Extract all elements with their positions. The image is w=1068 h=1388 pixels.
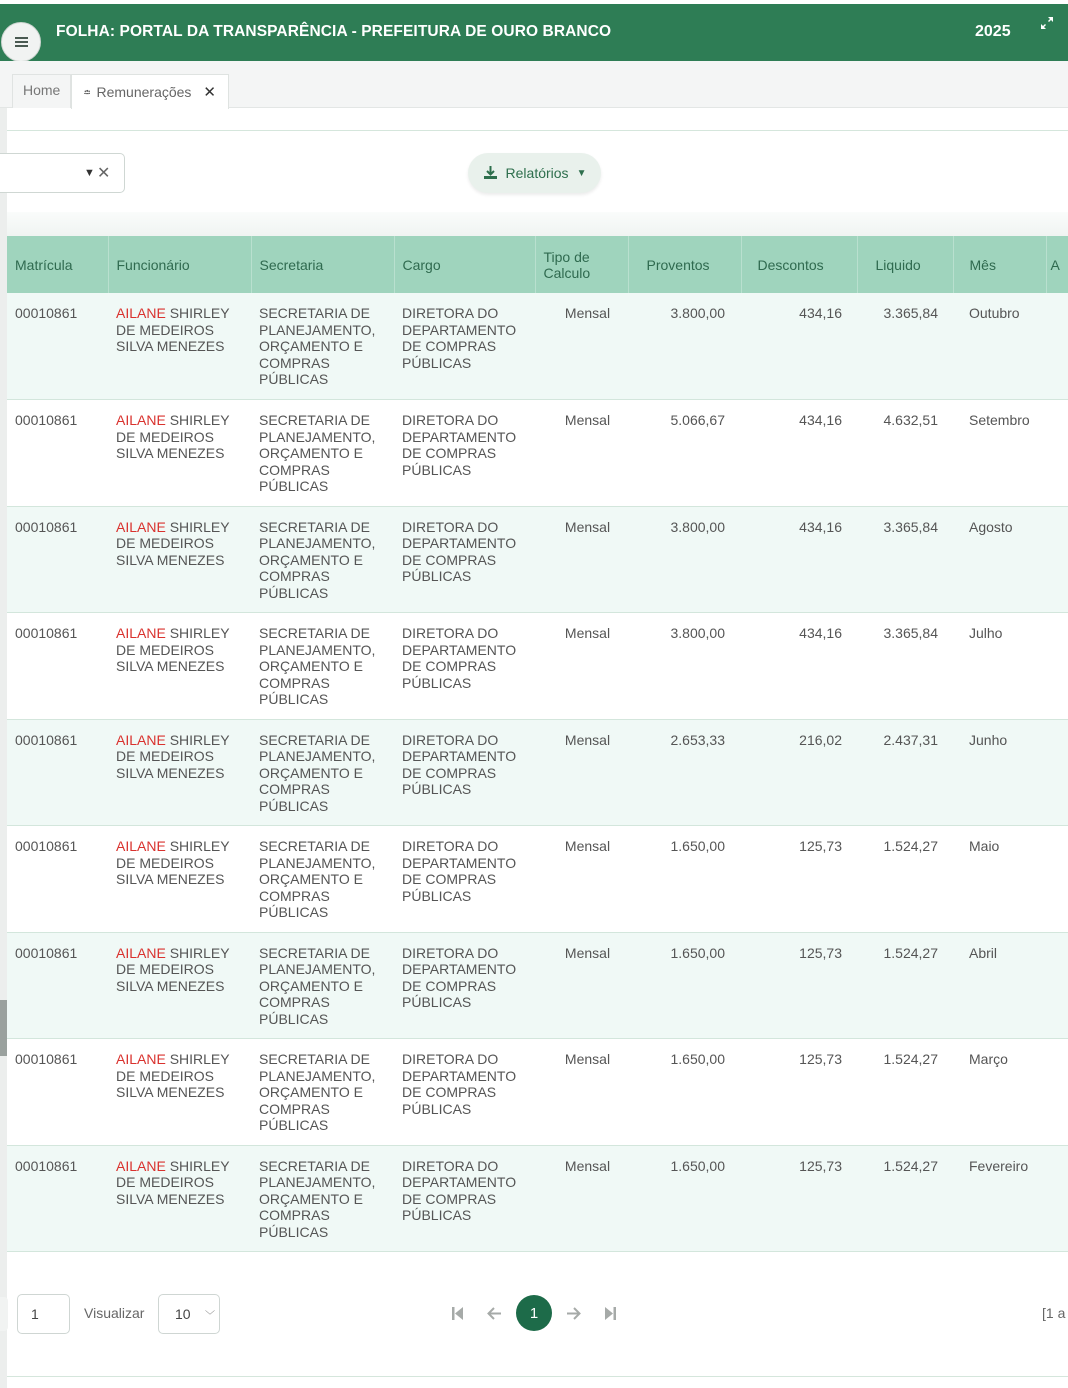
tab-remuneracoes-label: Remunerações <box>96 84 192 100</box>
col-funcionario[interactable]: Funcionário <box>108 236 251 293</box>
chevron-down-icon: ﹀ <box>205 1311 215 1322</box>
cell-text-proventos: 1.650,00 <box>670 944 725 961</box>
cell-tipo <box>535 613 628 720</box>
cell-text-liquido: 1.524,27 <box>883 838 938 854</box>
col-proventos[interactable]: Proventos <box>628 236 741 293</box>
cell-mes <box>953 400 1046 507</box>
next-page-icon[interactable] <box>566 1307 581 1320</box>
cell-tipo <box>535 932 628 1039</box>
search-highlight: AILANE <box>116 412 166 428</box>
cell-funcionario <box>108 826 251 933</box>
cell-mes <box>953 1039 1046 1146</box>
cell-mes <box>953 826 1046 933</box>
table-row[interactable] <box>7 719 1068 826</box>
cell-text-secretaria: SECRETARIA DE PLANEJAMENTO, ORÇAMENTO E COMPRAS PÚBLICAS <box>259 1051 376 1134</box>
cell-secretaria <box>251 293 394 400</box>
cell-liquido <box>857 719 953 826</box>
table-row[interactable] <box>7 932 1068 1039</box>
cell-text-mes: Fevereiro <box>969 1157 1029 1174</box>
cell-text-liquido: 1.524,27 <box>883 1157 938 1174</box>
cell-matricula <box>7 719 108 826</box>
cell-tipo <box>535 1145 628 1252</box>
cell-text-descontos: 216,02 <box>799 731 842 748</box>
cell-text-matricula: 00010861 <box>15 1157 78 1174</box>
cell-text-tipo: Mensal <box>564 305 611 321</box>
cell-text-tipo: Mensal <box>564 625 611 641</box>
cell-text-proventos: 1.650,00 <box>670 1157 725 1174</box>
cell-text-cargo: DIRETORA DO DEPARTAMENTO DE COMPRAS PÚBLICAS <box>402 305 517 371</box>
cell-secretaria <box>251 1145 394 1252</box>
cell-secretaria <box>251 719 394 826</box>
divider <box>7 130 1068 131</box>
cell-text-proventos: 1.650,00 <box>670 1051 725 1067</box>
download-icon <box>483 166 498 180</box>
cell-text-mes: Abril <box>969 944 998 961</box>
cell-mes <box>953 1145 1046 1252</box>
cell-text-secretaria: SECRETARIA DE PLANEJAMENTO, ORÇAMENTO E COMPRAS PÚBLICAS <box>259 518 376 601</box>
cell-text-mes: Junho <box>969 731 1008 748</box>
cell-text-tipo: Mensal <box>564 944 611 961</box>
cell-funcionario <box>108 293 251 400</box>
page-size-value: 10 <box>175 1306 191 1322</box>
divider <box>7 1376 1068 1377</box>
cell-secretaria <box>251 826 394 933</box>
cell-mes <box>953 719 1046 826</box>
cell-text-liquido: 3.365,84 <box>883 305 938 321</box>
search-highlight: AILANE <box>116 1157 166 1174</box>
scrollbar-thumb[interactable] <box>0 1000 7 1056</box>
cell-secretaria <box>251 932 394 1039</box>
page-number-input[interactable]: 1 <box>17 1294 70 1334</box>
cell-text-tipo: Mensal <box>564 731 611 748</box>
cell-text-nome_rest: SHIRLEY DE MEDEIROS SILVA MENEZES <box>116 1157 230 1207</box>
cell-funcionario <box>108 932 251 1039</box>
cell-text-nome_rest: SHIRLEY DE MEDEIROS SILVA MENEZES <box>116 518 230 568</box>
cell-tipo <box>535 719 628 826</box>
table-row[interactable] <box>7 293 1068 400</box>
cell-text-secretaria: SECRETARIA DE PLANEJAMENTO, ORÇAMENTO E COMPRAS PÚBLICAS <box>259 838 376 921</box>
cell-matricula <box>7 932 108 1039</box>
cell-descontos <box>741 1145 857 1252</box>
cell-cargo <box>394 932 535 1039</box>
cell-text-proventos: 3.800,00 <box>670 625 725 641</box>
cell-extra <box>1046 400 1068 507</box>
cell-text-liquido: 2.437,31 <box>883 731 938 748</box>
search-highlight: AILANE <box>116 305 166 321</box>
cell-cargo <box>394 506 535 613</box>
cell-cargo <box>394 613 535 720</box>
cell-cargo <box>394 1145 535 1252</box>
cell-liquido <box>857 826 953 933</box>
cell-proventos <box>628 826 741 933</box>
table-row[interactable] <box>7 1039 1068 1146</box>
cell-text-tipo: Mensal <box>564 412 611 428</box>
hamburger-icon <box>15 37 28 47</box>
table-toolbar-band <box>7 212 1068 236</box>
cell-liquido <box>857 293 953 400</box>
close-icon[interactable]: ✕ <box>203 84 216 101</box>
cell-text-descontos: 434,16 <box>799 625 842 641</box>
cell-secretaria <box>251 613 394 720</box>
cell-text-liquido: 4.632,51 <box>883 412 938 428</box>
cell-tipo <box>535 826 628 933</box>
cell-liquido <box>857 506 953 613</box>
cell-text-descontos: 434,16 <box>799 518 842 535</box>
cell-matricula <box>7 1145 108 1252</box>
cell-text-nome_rest: SHIRLEY DE MEDEIROS SILVA MENEZES <box>116 838 230 888</box>
cell-liquido <box>857 1145 953 1252</box>
caret-down-icon: ▼ <box>576 167 587 179</box>
cell-proventos <box>628 1039 741 1146</box>
cell-text-descontos: 125,73 <box>799 1157 842 1174</box>
first-page-icon[interactable] <box>452 1307 464 1320</box>
cell-text-secretaria: SECRETARIA DE PLANEJAMENTO, ORÇAMENTO E COMPRAS PÚBLICAS <box>259 1157 376 1240</box>
cell-text-mes: Março <box>969 1051 1008 1067</box>
cell-descontos <box>741 400 857 507</box>
cell-tipo <box>535 506 628 613</box>
cell-mes <box>953 932 1046 1039</box>
cell-matricula <box>7 293 108 400</box>
cell-descontos <box>741 932 857 1039</box>
top-bar <box>0 4 1068 61</box>
cell-liquido <box>857 400 953 507</box>
cell-cargo <box>394 719 535 826</box>
cell-text-nome_rest: SHIRLEY DE MEDEIROS SILVA MENEZES <box>116 731 230 781</box>
tab-home[interactable]: Home <box>12 74 71 108</box>
cell-mes <box>953 613 1046 720</box>
cell-text-cargo: DIRETORA DO DEPARTAMENTO DE COMPRAS PÚBLICAS <box>402 412 517 478</box>
cell-descontos <box>741 613 857 720</box>
cell-proventos <box>628 506 741 613</box>
col-extra[interactable]: A <box>1046 236 1068 293</box>
cell-text-secretaria: SECRETARIA DE PLANEJAMENTO, ORÇAMENTO E COMPRAS PÚBLICAS <box>259 731 376 814</box>
cell-text-matricula: 00010861 <box>15 518 78 535</box>
cell-text-secretaria: SECRETARIA DE PLANEJAMENTO, ORÇAMENTO E COMPRAS PÚBLICAS <box>259 305 376 388</box>
cell-text-tipo: Mensal <box>564 1157 611 1174</box>
remuneracoes-table <box>7 236 1068 1252</box>
cell-text-matricula: 00010861 <box>15 412 78 428</box>
clear-icon[interactable]: ✕ <box>97 165 111 182</box>
cell-text-proventos: 3.800,00 <box>670 305 725 321</box>
cell-liquido <box>857 1039 953 1146</box>
cell-text-mes: Agosto <box>969 518 1013 535</box>
cell-text-liquido: 3.365,84 <box>883 625 938 641</box>
cell-matricula <box>7 613 108 720</box>
cell-descontos <box>741 506 857 613</box>
cell-text-nome_rest: SHIRLEY DE MEDEIROS SILVA MENEZES <box>116 412 230 462</box>
cell-proventos <box>628 719 741 826</box>
table-row[interactable] <box>7 826 1068 933</box>
cell-matricula <box>7 506 108 613</box>
view-label: Visualizar <box>84 1305 145 1321</box>
cell-text-proventos: 5.066,67 <box>670 412 725 428</box>
cell-text-matricula: 00010861 <box>15 838 78 854</box>
table-row[interactable] <box>7 613 1068 720</box>
cell-secretaria <box>251 400 394 507</box>
search-highlight: AILANE <box>116 731 166 748</box>
cell-cargo <box>394 400 535 507</box>
cell-text-mes: Julho <box>969 625 1003 641</box>
cell-text-tipo: Mensal <box>564 1051 611 1067</box>
page-title: FOLHA: PORTAL DA TRANSPARÊNCIA - PREFEITURA DE OURO BRANCO <box>56 23 612 40</box>
search-highlight: AILANE <box>116 518 166 535</box>
expand-icon[interactable] <box>1040 16 1054 30</box>
cell-text-cargo: DIRETORA DO DEPARTAMENTO DE COMPRAS PÚBLICAS <box>402 1051 517 1117</box>
cell-text-cargo: DIRETORA DO DEPARTAMENTO DE COMPRAS PÚBLICAS <box>402 944 517 1011</box>
cell-descontos <box>741 1039 857 1146</box>
cell-extra <box>1046 932 1068 1039</box>
cell-proventos <box>628 1145 741 1252</box>
search-highlight: AILANE <box>116 944 166 961</box>
cell-text-matricula: 00010861 <box>15 731 78 748</box>
cell-cargo <box>394 293 535 400</box>
cell-text-cargo: DIRETORA DO DEPARTAMENTO DE COMPRAS PÚBLICAS <box>402 1157 517 1224</box>
pagination-info: [1 a <box>1042 1305 1066 1321</box>
cell-funcionario <box>108 613 251 720</box>
reports-button[interactable] <box>468 153 601 193</box>
cell-text-matricula: 00010861 <box>15 305 78 321</box>
cell-extra <box>1046 506 1068 613</box>
pagination <box>0 1294 1068 1334</box>
previous-page-icon[interactable] <box>487 1307 502 1320</box>
cell-funcionario <box>108 719 251 826</box>
cell-descontos <box>741 826 857 933</box>
users-icon <box>84 86 90 98</box>
cell-liquido <box>857 932 953 1039</box>
cell-text-proventos: 3.800,00 <box>670 518 725 535</box>
table-header-row <box>7 236 1068 293</box>
cell-tipo <box>535 400 628 507</box>
current-page-button[interactable]: 1 <box>516 1295 552 1331</box>
cell-funcionario <box>108 506 251 613</box>
cell-text-nome_rest: SHIRLEY DE MEDEIROS SILVA MENEZES <box>116 625 230 675</box>
cell-text-mes: Setembro <box>969 412 1030 428</box>
col-mes[interactable]: Mês <box>953 236 1046 293</box>
cell-text-secretaria: SECRETARIA DE PLANEJAMENTO, ORÇAMENTO E COMPRAS PÚBLICAS <box>259 412 376 495</box>
search-highlight: AILANE <box>116 838 166 854</box>
cell-proventos <box>628 400 741 507</box>
cell-proventos <box>628 293 741 400</box>
table-row[interactable] <box>7 1145 1068 1252</box>
tab-remuneracoes[interactable] <box>71 74 229 109</box>
cell-text-tipo: Mensal <box>564 518 611 535</box>
cell-text-liquido: 1.524,27 <box>883 944 938 961</box>
cell-text-descontos: 434,16 <box>799 412 842 428</box>
cell-liquido <box>857 613 953 720</box>
menu-button[interactable] <box>1 22 41 62</box>
year-label[interactable]: 2025 <box>975 23 1011 40</box>
cell-text-matricula: 00010861 <box>15 944 78 961</box>
cell-text-tipo: Mensal <box>564 838 611 854</box>
cell-text-cargo: DIRETORA DO DEPARTAMENTO DE COMPRAS PÚBLICAS <box>402 731 517 798</box>
cell-text-nome_rest: SHIRLEY DE MEDEIROS SILVA MENEZES <box>116 305 230 355</box>
cell-extra <box>1046 613 1068 720</box>
cell-mes <box>953 506 1046 613</box>
filter-select[interactable] <box>0 153 125 193</box>
cell-text-matricula: 00010861 <box>15 625 78 641</box>
cell-text-secretaria: SECRETARIA DE PLANEJAMENTO, ORÇAMENTO E COMPRAS PÚBLICAS <box>259 944 376 1027</box>
cell-matricula <box>7 826 108 933</box>
col-descontos[interactable]: Descontos <box>741 236 857 293</box>
cell-text-secretaria: SECRETARIA DE PLANEJAMENTO, ORÇAMENTO E COMPRAS PÚBLICAS <box>259 625 376 708</box>
search-highlight: AILANE <box>116 1051 166 1067</box>
cell-text-nome_rest: SHIRLEY DE MEDEIROS SILVA MENEZES <box>116 1051 230 1101</box>
left-scrollbar[interactable] <box>0 108 7 1388</box>
cell-extra <box>1046 293 1068 400</box>
col-liquido[interactable]: Liquido <box>857 236 953 293</box>
caret-down-icon[interactable]: ▼ <box>84 167 95 179</box>
cell-mes <box>953 293 1046 400</box>
cell-tipo <box>535 1039 628 1146</box>
cell-secretaria <box>251 506 394 613</box>
page-size-select[interactable] <box>158 1294 220 1334</box>
table-row[interactable] <box>7 400 1068 507</box>
last-page-icon[interactable] <box>604 1307 616 1320</box>
cell-text-liquido: 3.365,84 <box>883 518 938 535</box>
cell-text-nome_rest: SHIRLEY DE MEDEIROS SILVA MENEZES <box>116 944 230 994</box>
cell-text-mes: Outubro <box>969 305 1020 321</box>
cell-proventos <box>628 613 741 720</box>
cell-matricula <box>7 1039 108 1146</box>
cell-extra <box>1046 719 1068 826</box>
cell-text-descontos: 125,73 <box>799 838 842 854</box>
search-highlight: AILANE <box>116 625 166 641</box>
cell-text-mes: Maio <box>969 838 1000 854</box>
cell-text-liquido: 1.524,27 <box>883 1051 938 1067</box>
cell-funcionario <box>108 1039 251 1146</box>
cell-descontos <box>741 719 857 826</box>
cell-text-matricula: 00010861 <box>15 1051 78 1067</box>
tab-bar <box>0 61 1068 108</box>
col-matricula[interactable]: Matrícula <box>7 236 108 293</box>
cell-secretaria <box>251 1039 394 1146</box>
cell-descontos <box>741 293 857 400</box>
cell-funcionario <box>108 1145 251 1252</box>
cell-extra <box>1046 1145 1068 1252</box>
cell-cargo <box>394 1039 535 1146</box>
cell-proventos <box>628 932 741 1039</box>
col-cargo[interactable]: Cargo <box>394 236 535 293</box>
cell-text-cargo: DIRETORA DO DEPARTAMENTO DE COMPRAS PÚBLICAS <box>402 518 517 585</box>
cell-text-proventos: 2.653,33 <box>670 731 725 748</box>
cell-text-descontos: 434,16 <box>799 305 842 321</box>
pager-edge <box>0 1297 8 1331</box>
cell-text-cargo: DIRETORA DO DEPARTAMENTO DE COMPRAS PÚBLICAS <box>402 838 517 904</box>
cell-text-cargo: DIRETORA DO DEPARTAMENTO DE COMPRAS PÚBLICAS <box>402 625 517 691</box>
table-row[interactable] <box>7 506 1068 613</box>
cell-tipo <box>535 293 628 400</box>
cell-text-proventos: 1.650,00 <box>670 838 725 854</box>
cell-extra <box>1046 826 1068 933</box>
cell-extra <box>1046 1039 1068 1146</box>
cell-matricula <box>7 400 108 507</box>
cell-text-descontos: 125,73 <box>799 1051 842 1067</box>
cell-cargo <box>394 826 535 933</box>
col-secretaria[interactable]: Secretaria <box>251 236 394 293</box>
reports-label: Relatórios <box>505 165 569 181</box>
cell-funcionario <box>108 400 251 507</box>
cell-text-descontos: 125,73 <box>799 944 842 961</box>
col-tipo-calculo[interactable]: Tipo de Calculo <box>535 236 628 293</box>
